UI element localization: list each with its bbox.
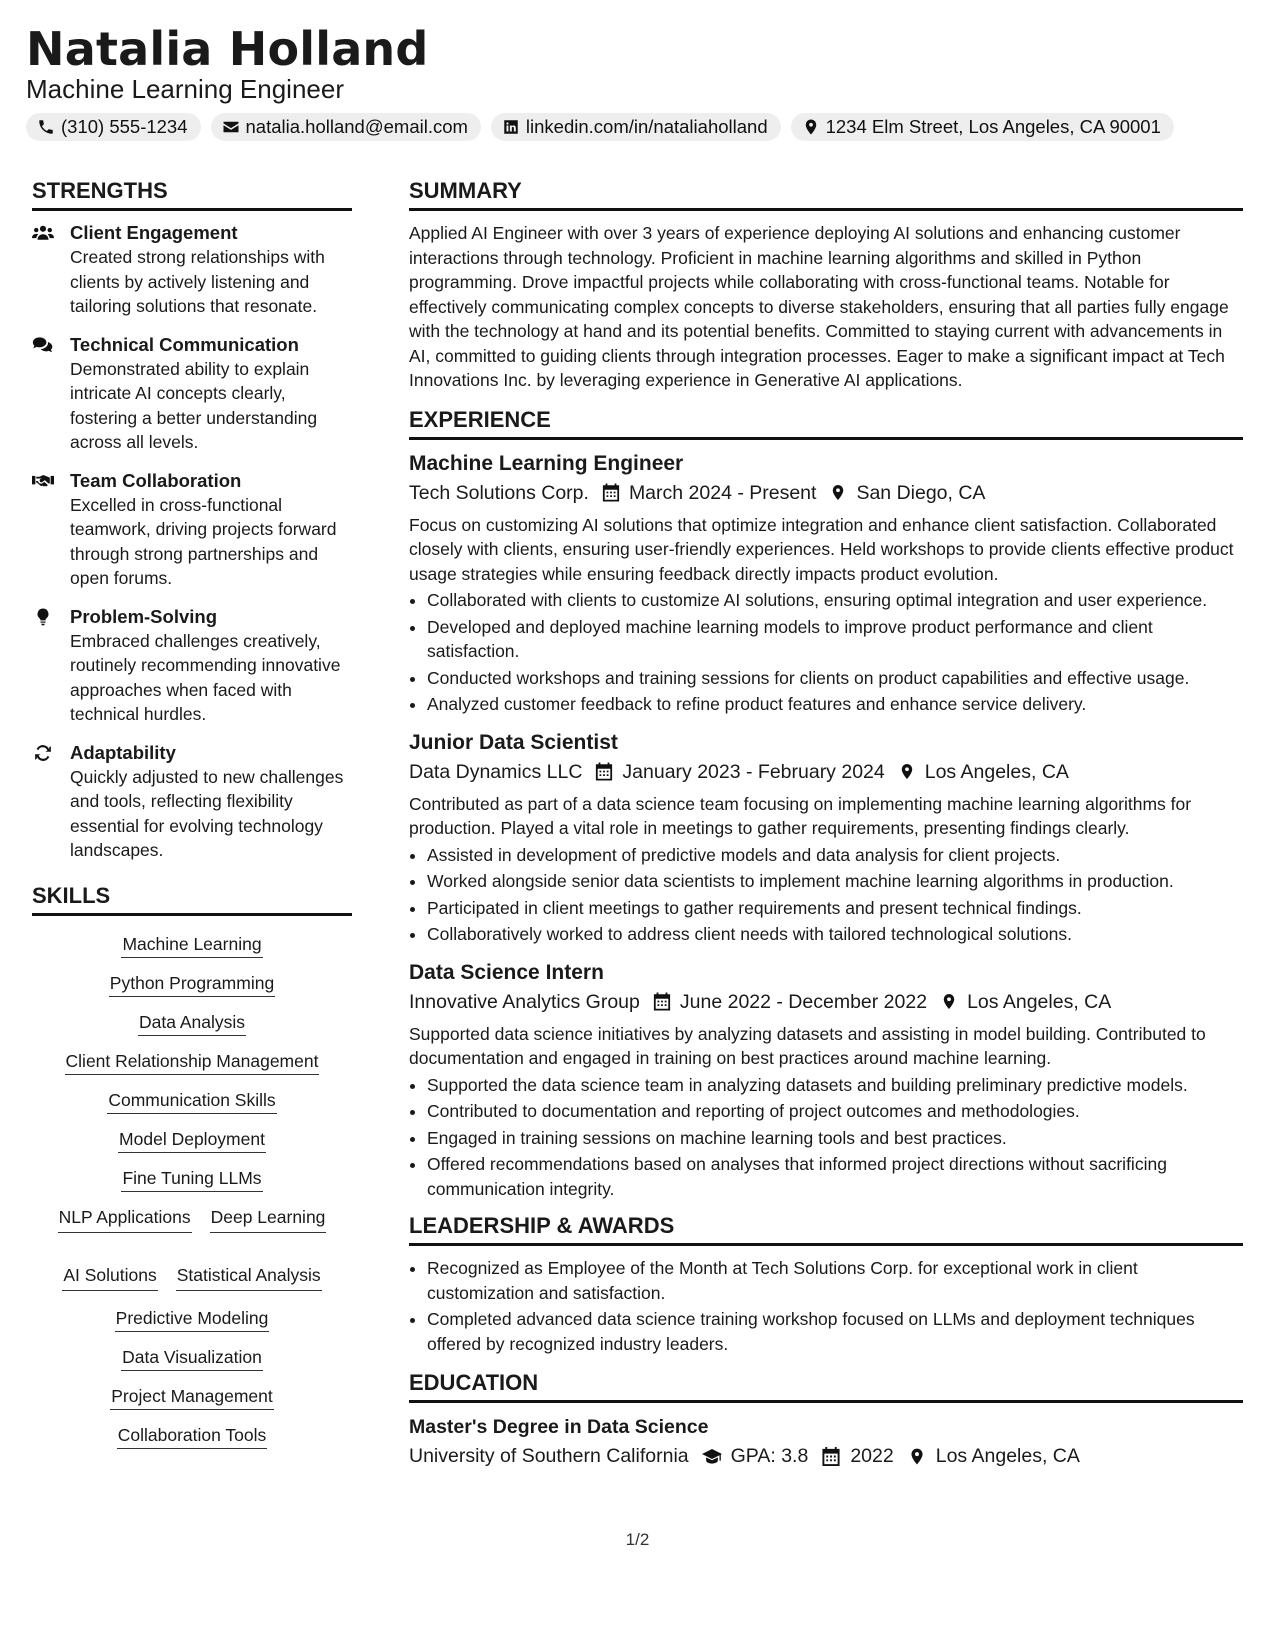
degree-title: Master's Degree in Data Science: [409, 1416, 709, 1438]
strength-item: [32, 221, 352, 319]
strength-title: Technical Communication: [70, 333, 299, 355]
experience-heading: EXPERIENCE: [409, 407, 1243, 440]
address-text: 1234 Elm Street, Los Angeles, CA 90001: [825, 116, 1161, 137]
job-entry: [409, 959, 1243, 1202]
job-location: Los Angeles, CA: [924, 760, 1069, 783]
skill-tag: Client Relationship Management: [65, 1051, 320, 1075]
education-location: Los Angeles, CA: [935, 1445, 1080, 1467]
strength-title: Adaptability: [70, 741, 176, 763]
job-company: Tech Solutions Corp.: [409, 481, 589, 504]
summary-text: Applied AI Engineer with over 3 years of experience deploying AI solutions and enhancing customer interactions through technology. Proficient in machine learning algorithms and skilled in Python programming. Drove impactful projects while collaborating with cross-functional teams. Notable for effectively communicating complex concepts to diverse stakeholders, ensuring that all parties fully engage with the technology at hand and its potential benefits. Committed to staying current with advancements in AI, committed to guiding clients through integration processes. Eager to make a significant impact at Tech Innovations Inc. by leveraging experience in Generative AI applications.: [409, 223, 1229, 390]
skill-tag: Predictive Modeling: [115, 1308, 270, 1332]
handshake-icon: [32, 471, 54, 491]
strength-title: Team Collaboration: [70, 469, 242, 491]
skill-tag: Data Analysis: [138, 1012, 246, 1036]
calendar-icon: [602, 483, 620, 502]
bullet-item: • Offered recommendations based on analyses that informed project directions without sacrificing communication integrity.: [427, 1152, 1243, 1201]
leadership-heading: LEADERSHIP & AWARDS: [409, 1213, 1243, 1246]
calendar-icon: [595, 762, 613, 781]
job-description: Contributed as part of a data science team focusing on implementing machine learning algorithms for production. Played a vital role in meetings to gather requirements, presenting findings clearly.: [409, 793, 1192, 838]
job-company: Data Dynamics LLC: [409, 760, 583, 783]
gpa: GPA: 3.8: [730, 1445, 809, 1467]
leadership-list: [409, 1256, 1243, 1356]
strength-desc: Demonstrated ability to explain intricate AI concepts clearly, fostering a better understanding across all levels.: [70, 358, 318, 452]
strengths-heading: STRENGTHS: [32, 178, 352, 211]
job-dates: January 2023 - February 2024: [622, 760, 885, 783]
skills-heading: SKILLS: [32, 883, 352, 916]
skill-tag: AI Solutions: [62, 1263, 157, 1291]
job-bullets: [409, 588, 1243, 717]
linkedin-icon: [502, 118, 520, 136]
candidate-title: Machine Learning Engineer: [26, 74, 344, 104]
comments-icon: [32, 335, 54, 355]
graduation-cap-icon: [702, 1447, 722, 1466]
job-location: San Diego, CA: [856, 481, 986, 504]
strength-item: [32, 605, 352, 727]
job-title: Junior Data Scientist: [409, 730, 618, 754]
job-title: Machine Learning Engineer: [409, 451, 684, 475]
strength-desc: Quickly adjusted to new challenges and tools, reflecting flexibility essential for evolving technology landscapes.: [70, 766, 344, 860]
phone-icon: [37, 118, 55, 136]
skill-tag: Fine Tuning LLMs: [121, 1168, 262, 1192]
map-marker-icon: [898, 762, 916, 781]
job-entry: [409, 729, 1243, 947]
strength-title: Client Engagement: [70, 222, 238, 243]
education-heading: EDUCATION: [409, 1370, 1243, 1403]
strength-item: [32, 469, 352, 591]
calendar-icon: [653, 992, 671, 1011]
skill-tag: Collaboration Tools: [117, 1425, 268, 1449]
skill-tag: Machine Learning: [121, 934, 262, 958]
email-chip[interactable]: [211, 113, 481, 141]
map-marker-icon: [907, 1447, 927, 1466]
users-icon: [32, 223, 54, 243]
page-number: 1/2: [625, 1530, 650, 1549]
map-marker-icon: [802, 118, 820, 136]
job-company: Innovative Analytics Group: [409, 990, 640, 1013]
linkedin-text: linkedin.com/in/nataliaholland: [525, 116, 768, 137]
skill-tag: Communication Skills: [107, 1090, 276, 1114]
job-bullets: [409, 843, 1243, 947]
map-marker-icon: [829, 483, 847, 502]
strength-item: [32, 333, 352, 455]
award-item: • Recognized as Employee of the Month at Tech Solutions Corp. for exceptional work in client customization and satisfaction.: [427, 1256, 1243, 1305]
award-item: • Completed advanced data science training workshop focused on LLMs and deployment techniques offered by recognized industry leaders.: [427, 1307, 1243, 1356]
bullet-item: • Worked alongside senior data scientists to implement machine learning algorithms in production.: [427, 869, 1243, 894]
school-name: University of Southern California: [409, 1445, 689, 1467]
job-dates: March 2024 - Present: [628, 481, 817, 504]
job-description: Focus on customizing AI solutions that optimize integration and enhance client satisfaction. Collaborated closely with clients, ensuring user-friendly experiences. Held workshops to provide clients effective product usage strategies while ensuring feedback directly impacts product evolution.: [409, 514, 1234, 584]
bullet-item: • Supported the data science team in analyzing datasets and building preliminary predictive models.: [427, 1073, 1243, 1098]
job-description: Supported data science initiatives by analyzing datasets and assisting in model building. Contributed to documentation and engaged in training on best practices around machine learning.: [409, 1023, 1206, 1068]
sync-icon: [32, 743, 54, 763]
strength-title: Problem-Solving: [70, 605, 217, 627]
envelope-icon: [222, 118, 240, 136]
strength-desc: Excelled in cross-functional teamwork, driving projects forward through strong partnerships and open forums.: [70, 494, 337, 588]
contact-bar: [26, 113, 1174, 141]
address-chip: [791, 113, 1174, 141]
bullet-item: • Developed and deployed machine learning models to improve product performance and client satisfaction.: [427, 615, 1243, 664]
phone-chip[interactable]: [26, 113, 201, 141]
bullet-item: • Conducted workshops and training sessions for clients on product capabilities and effective usage.: [427, 666, 1243, 691]
strength-desc: Created strong relationships with clients by actively listening and tailoring solutions that resonate.: [70, 247, 325, 316]
bullet-item: • Assisted in development of predictive models and data analysis for client projects.: [427, 843, 1243, 868]
bullet-item: • Collaborated with clients to customize AI solutions, ensuring optimal integration and user experience.: [427, 588, 1243, 613]
skills-list: [32, 932, 352, 1447]
linkedin-chip[interactable]: [491, 113, 781, 141]
skill-tag: Project Management: [110, 1386, 273, 1410]
bullet-item: • Contributed to documentation and reporting of project outcomes and methodologies.: [427, 1099, 1243, 1124]
bullet-item: • Engaged in training sessions on machine learning tools and best practices.: [427, 1126, 1243, 1151]
bullet-item: • Analyzed customer feedback to refine product features and enhance service delivery.: [427, 692, 1243, 717]
skill-tag: Data Visualization: [121, 1347, 263, 1371]
skill-tag: Deep Learning: [210, 1205, 327, 1233]
job-entry: [409, 450, 1243, 717]
bullet-item: • Participated in client meetings to gather requirements and present technical findings.: [427, 896, 1243, 921]
graduation-year: 2022: [850, 1445, 894, 1467]
education-entry: [409, 1413, 1243, 1471]
email-text: natalia.holland@email.com: [245, 116, 468, 137]
job-title: Data Science Intern: [409, 960, 604, 984]
job-bullets: [409, 1073, 1243, 1202]
candidate-name: Natalia Holland: [26, 22, 429, 76]
skill-tag: Statistical Analysis: [176, 1263, 322, 1291]
bullet-item: • Collaboratively worked to address client needs with tailored technological solutions.: [427, 922, 1243, 947]
job-dates: June 2022 - December 2022: [679, 990, 928, 1013]
skill-tag: Python Programming: [109, 973, 275, 997]
phone-text: (310) 555-1234: [61, 116, 188, 137]
strength-item: [32, 741, 352, 863]
calendar-icon: [821, 1447, 841, 1466]
strength-desc: Embraced challenges creatively, routinely recommending innovative approaches when faced with technical hurdles.: [70, 630, 341, 724]
summary-heading: SUMMARY: [409, 178, 1243, 211]
skill-tag: Model Deployment: [118, 1129, 266, 1153]
skill-tag: NLP Applications: [58, 1205, 192, 1233]
job-location: Los Angeles, CA: [967, 990, 1112, 1013]
map-marker-icon: [940, 992, 958, 1011]
lightbulb-icon: [32, 607, 54, 627]
left-column: [32, 178, 352, 1447]
right-column: [409, 178, 1243, 1471]
